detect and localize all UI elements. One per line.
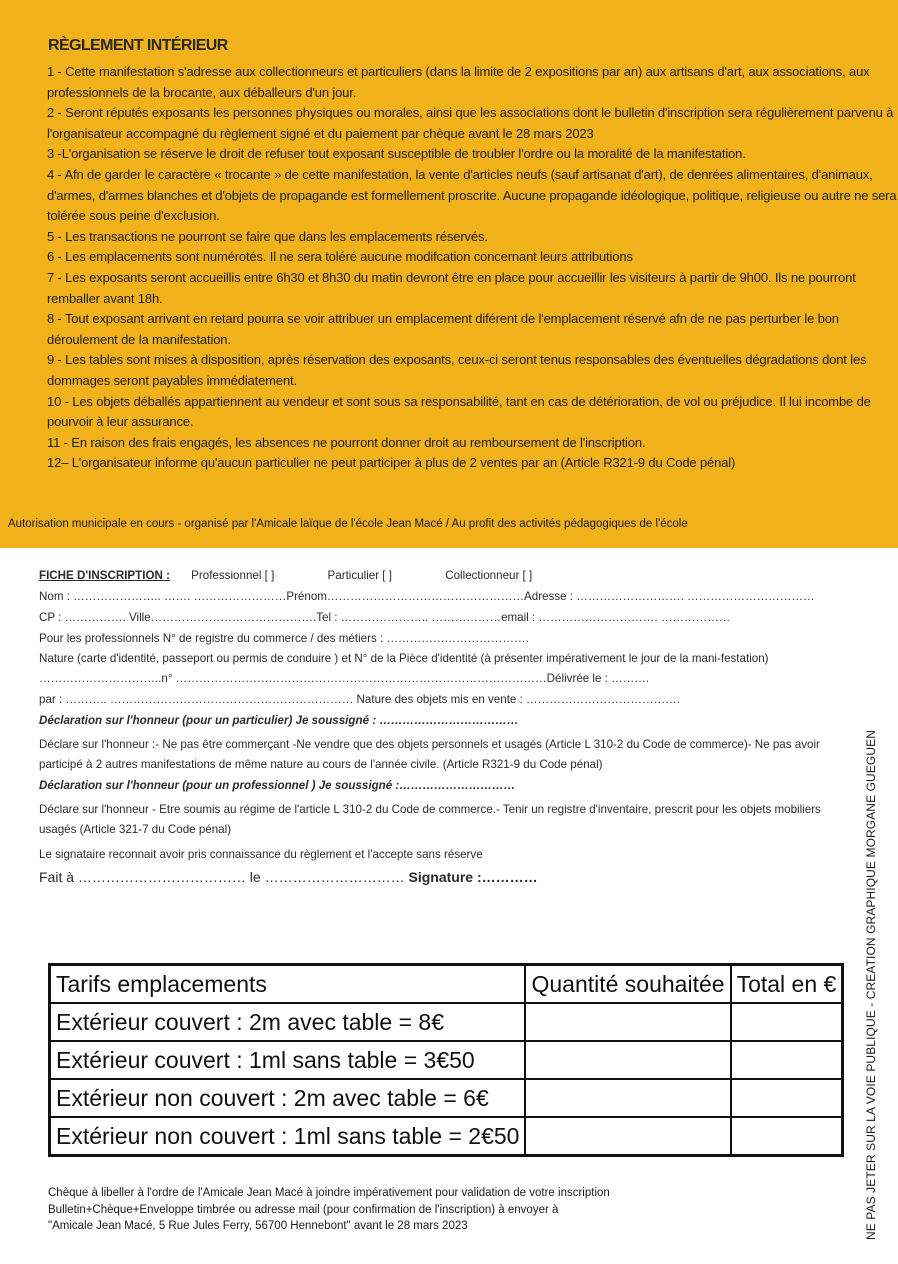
registre-field-line[interactable]: Pour les professionnels N° de registre du commerce / des métiers : ………………………………. — [39, 632, 529, 645]
payment-instructions — [48, 1185, 808, 1235]
acceptance-text: Le signataire reconnait avoir pris connaissance du règlement et l'accepte sans réserve — [39, 848, 483, 861]
rule-item: 4 - Afn de garder le caractère « trocante » de cette manifestation, la vente d'articles neufs (sauf artisanat d'art), de denrées alimentaires, d'animaux, d'armes, d'armes blanches et d'objets de propagande est formellement proscrite. Aucune propagande idéologique, politique, religieuse ou autre ne sera tolérée sous peine d'exclusion. — [47, 166, 897, 224]
form-title: FICHE D'INSCRIPTION : — [39, 569, 170, 582]
quantity-cell[interactable] — [525, 1003, 730, 1041]
col-header-quantite: Quantité souhaitée — [525, 965, 730, 1004]
identity-field-line[interactable]: Nature (carte d'identité, passeport ou permis de conduire ) et N° de la Pièce d'identité (à présenter impérativement le jour de la mani-festation) …………………………..n° ……………………………………………………………………………………Délivrée le : ………. — [39, 652, 769, 685]
table-row — [50, 1041, 843, 1079]
total-cell[interactable] — [731, 1079, 843, 1117]
tarifs-table — [48, 963, 844, 1157]
objects-field-line[interactable]: par : ……….. ……………………………………………………… Nature des objets mis en vente : …………………………………. — [39, 693, 680, 706]
rules-list — [47, 62, 897, 474]
tarif-label: Extérieur non couvert : 2m avec table = 6€ — [50, 1079, 526, 1117]
checkbox-professionnel[interactable]: Professionnel [ ] — [191, 569, 275, 582]
rule-item: 9 - Les tables sont mises à disposition, après réservation des exposants, ceux-ci seront tenus responsables des éventuelles dégradations dont les dommages seront payables immédiatement. — [47, 352, 867, 388]
quantity-cell[interactable] — [525, 1041, 730, 1079]
contact-field-line[interactable]: CP : ……………. Ville…………………………………….Tel : ………………….. ………………email : …………………………. ……………… — [39, 611, 731, 624]
rule-item: 12– L'organisateur informe qu'aucun particulier ne peut participer à plus de 2 ventes par an (Article R321-9 du Code pénal) — [47, 455, 736, 471]
declaration-particulier-text: Déclare sur l'honneur :- Ne pas être commerçant -Ne vendre que des objets personnels et usagés (Article L 310-2 du Code de commerce)- Ne pas avoir participé à 2 autres manifestations de même nature au cours de l'année civile. (Article R321-9 du Code pénal) — [39, 738, 820, 771]
total-cell[interactable] — [731, 1003, 843, 1041]
signature-line[interactable] — [39, 867, 839, 888]
checkbox-particulier[interactable]: Particulier [ ] — [327, 569, 392, 582]
table-row — [50, 1003, 843, 1041]
footer-line: "Amicale Jean Macé, 5 Rue Jules Ferry, 56700 Hennebont" avant le 28 mars 2023 — [48, 1220, 468, 1232]
registration-form — [39, 565, 839, 888]
footer-line: Chèque à libeller à l'ordre de l'Amicale Jean Macé à joindre impérativement pour validation de votre inscription — [48, 1187, 610, 1199]
rule-item: 5 - Les transactions ne pourront se faire que dans les emplacements réservés. — [47, 228, 488, 244]
quantity-cell[interactable] — [525, 1117, 730, 1156]
tarif-label: Extérieur couvert : 2m avec table = 8€ — [50, 1003, 526, 1041]
table-row — [50, 1079, 843, 1117]
name-field-line[interactable]: Nom : ………………….. ……. ……………………Prénom……………………………………………Adresse : ………………………. …………………………… — [39, 590, 815, 603]
total-cell[interactable] — [731, 1117, 843, 1156]
footer-line: Bulletin+Chèque+Enveloppe timbrée ou adresse mail (pour confirmation de l'inscription) à envoyer à — [48, 1203, 559, 1216]
vertical-credit-note: NE PAS JETER SUR LA VOIE PUBLIQUE - CREATION GRAPHIQUE MORGANE GUEGUEN — [864, 730, 878, 1240]
form-header — [39, 565, 839, 586]
rule-item: 2 - Seront réputés exposants les personnes physiques ou morales, ainsi que les associations dont le bulletin d'inscription sera régulièrement parvenu à l'organisateur accompagné du règlement signé et du paiement par chèque avant le 28 mars 2023 — [47, 105, 894, 141]
table-header-row — [50, 965, 843, 1004]
rule-item: 7 - Les exposants seront accueillis entre 6h30 et 8h30 du matin devront être en place pour accueillir les visiteurs à partir de 9h00. Ils ne pourront remballer avant 18h. — [47, 269, 856, 306]
tarif-label: Extérieur couvert : 1ml sans table = 3€50 — [50, 1041, 526, 1079]
col-header-total: Total en € — [731, 965, 843, 1004]
total-cell[interactable] — [731, 1041, 843, 1079]
rule-item: 10 - Les objets déballés appartiennent au vendeur et sont sous sa responsabilité, tant en cas de détérioration, de vol ou préjudice. Il lui incombe de pourvoir à leur assurance. — [47, 393, 871, 430]
rule-item: 8 - Tout exposant arrivant en retard pourra se voir attribuer un emplacement diférent de l'emplacement réservé afn de ne pas perturber le bon déroulement de la manifestation. — [47, 311, 839, 347]
rule-item: 1 - Cette manifestation s'adresse aux collectionneurs et particuliers (dans la limite de 2 expositions par an) aux artisans d'art, aux associations, aux professionnels de la brocante, aux déballeurs d'un jour. — [47, 64, 870, 100]
declaration-particulier-heading[interactable]: Déclaration sur l'honneur (pour un particulier) Je soussigné : ……………………………… — [39, 714, 519, 727]
col-header-tarifs: Tarifs emplacements — [50, 965, 526, 1004]
checkbox-collectionneur[interactable]: Collectionneur [ ] — [445, 569, 533, 582]
quantity-cell[interactable] — [525, 1079, 730, 1117]
rule-item: 3 -L'organisation se réserve le droit de refuser tout exposant susceptible de troubler l'ordre ou la moralité de la manifestation. — [47, 146, 746, 162]
declaration-professionnel-text: Déclare sur l'honneur - Etre soumis au régime de l'article L 310-2 du Code de commerce.- Tenir un registre d'inventaire, prescrit pour les objets mobiliers usagés (Article 321-7 du Code pénal) — [39, 803, 821, 836]
tarif-label: Extérieur non couvert : 1ml sans table = 2€50 — [50, 1117, 526, 1156]
rule-item: 11 - En raison des frais engagés, les absences ne pourront donner droit au remboursement de l'inscription. — [47, 434, 646, 450]
place-date-field[interactable]: Fait à ……………………………… le ………………………… — [39, 869, 405, 885]
rule-item: 6 - Les emplacements sont numérotés. Il ne sera toléré aucune modifcation concernant leurs attributions — [47, 249, 633, 265]
signature-field[interactable]: Signature :………… — [408, 869, 538, 885]
table-row — [50, 1117, 843, 1156]
rules-title: RÈGLEMENT INTÉRIEUR — [48, 37, 228, 54]
declaration-professionnel-heading[interactable]: Déclaration sur l'honneur (pour un professionnel ) Je soussigné :………………………… — [39, 779, 516, 792]
authorization-note: Autorisation municipale en cours - organisé par l'Amicale laïque de l'école Jean Macé / Au profit des activités pédagogiques de l'école — [8, 518, 688, 530]
